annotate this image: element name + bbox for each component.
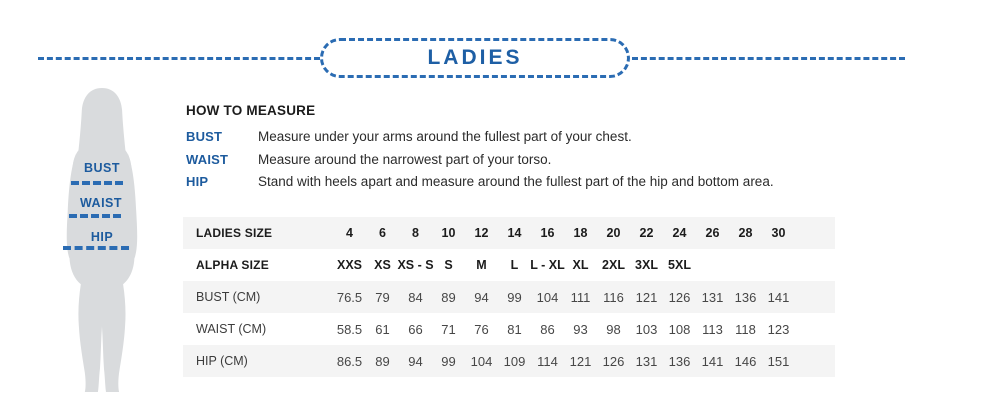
- size-cell: 111: [570, 289, 591, 305]
- size-cell: 136: [668, 353, 691, 369]
- row-label: LADIES SIZE: [196, 226, 273, 240]
- size-cell: 94: [408, 353, 423, 369]
- size-cell: 114: [537, 353, 558, 369]
- size-cell: 12: [474, 226, 489, 240]
- size-cell: 76: [474, 321, 489, 337]
- measure-row-bust: [186, 126, 906, 149]
- size-cell: 16: [540, 226, 555, 240]
- waist-label: WAIST: [186, 151, 229, 167]
- size-cell: 131: [635, 353, 658, 369]
- female-silhouette: [46, 88, 170, 400]
- size-cell: 22: [639, 226, 654, 240]
- table-row: [183, 249, 835, 281]
- size-cell: 6: [379, 226, 386, 240]
- how-to-measure-section: [186, 103, 906, 194]
- size-cell: 118: [735, 321, 756, 337]
- size-cell: 126: [602, 353, 625, 369]
- size-cell: 98: [606, 321, 621, 337]
- size-cell: 126: [668, 289, 691, 305]
- size-cell: 109: [503, 353, 526, 369]
- waist-description: Measure around the narrowest part of your torso.: [258, 151, 552, 167]
- size-cell: 146: [734, 353, 757, 369]
- header-dashed-line-right: [632, 57, 905, 60]
- size-cell: XXS: [336, 258, 362, 272]
- bust-description: Measure under your arms around the fullest part of your chest.: [258, 129, 632, 144]
- hip-description: Stand with heels apart and measure around the fullest part of the hip and bottom area.: [258, 174, 774, 189]
- size-cell: 86: [540, 321, 555, 337]
- size-cell: 94: [474, 289, 489, 305]
- size-cell: 2XL: [602, 258, 625, 272]
- header-dashed-line-left: [38, 57, 320, 60]
- size-cell: 104: [470, 353, 493, 369]
- figure-waist-label: WAIST: [79, 196, 123, 210]
- size-cell: 86.5: [336, 353, 363, 369]
- size-cell: 116: [603, 289, 624, 305]
- hip-label: HIP: [186, 174, 209, 189]
- size-cell: 58.5: [336, 321, 363, 337]
- size-cell: 79: [375, 289, 390, 305]
- row-label: ALPHA SIZE: [196, 258, 269, 272]
- figure-bust-dash-line: [71, 181, 123, 185]
- measure-row-waist: [186, 149, 906, 172]
- size-cell: XS: [374, 258, 391, 272]
- size-cell: 84: [408, 289, 423, 305]
- figure-hip-label: HIP: [90, 230, 114, 244]
- size-cell: 20: [606, 226, 621, 240]
- size-cell: 30: [771, 226, 786, 240]
- size-cell: 26: [705, 226, 720, 240]
- figure-hip-dash-line: [63, 246, 129, 250]
- size-cell: 24: [672, 226, 687, 240]
- size-cell: 131: [701, 289, 724, 305]
- table-row: [183, 217, 835, 249]
- size-cell: XL: [572, 258, 589, 272]
- size-cell: 89: [441, 289, 456, 305]
- row-label: BUST (CM): [196, 290, 261, 304]
- size-cell: 93: [573, 321, 588, 337]
- size-table: [183, 217, 835, 377]
- size-cell: 104: [536, 289, 559, 305]
- size-cell: 5XL: [668, 258, 691, 272]
- header-badge: [320, 38, 630, 78]
- size-cell: 136: [734, 289, 757, 305]
- size-cell: 4: [346, 226, 353, 240]
- size-cell: 113: [702, 321, 723, 337]
- size-cell: 99: [441, 353, 456, 369]
- size-cell: 10: [441, 226, 456, 240]
- how-to-measure-title: HOW TO MEASURE: [186, 103, 316, 118]
- size-cell: 18: [573, 226, 588, 240]
- size-cell: 71: [441, 321, 456, 337]
- size-cell: 28: [738, 226, 753, 240]
- measure-row-hip: [186, 171, 906, 194]
- figure-bust-label: BUST: [83, 161, 121, 175]
- size-cell: 121: [635, 289, 658, 305]
- size-cell: L - XL: [530, 258, 565, 272]
- size-cell: 151: [767, 353, 790, 369]
- figure-waist-dash-line: [69, 214, 121, 218]
- size-cell: XS - S: [397, 258, 434, 272]
- size-cell: 99: [507, 289, 522, 305]
- size-cell: 141: [767, 289, 790, 305]
- table-row: [183, 313, 835, 345]
- size-cell: M: [476, 258, 487, 272]
- size-cell: 123: [767, 321, 790, 337]
- page-title: LADIES: [427, 46, 523, 69]
- size-cell: 14: [507, 226, 522, 240]
- size-cell: 81: [507, 321, 522, 337]
- size-cell: 89: [375, 353, 390, 369]
- table-row: [183, 281, 835, 313]
- size-cell: 141: [701, 353, 724, 369]
- row-label: HIP (CM): [196, 354, 248, 368]
- size-cell: S: [444, 258, 453, 272]
- size-cell: 121: [569, 353, 592, 369]
- row-label: WAIST (CM): [196, 322, 267, 336]
- table-row: [183, 345, 835, 377]
- size-cell: 3XL: [635, 258, 658, 272]
- bust-label: BUST: [186, 129, 223, 144]
- size-cell: 76.5: [336, 289, 363, 305]
- size-cell: 8: [412, 226, 419, 240]
- size-cell: 61: [375, 321, 390, 337]
- size-cell: 66: [408, 321, 423, 337]
- measurement-figure: [46, 88, 170, 400]
- size-cell: 103: [635, 321, 658, 337]
- size-cell: L: [510, 258, 519, 272]
- size-cell: 108: [668, 321, 691, 337]
